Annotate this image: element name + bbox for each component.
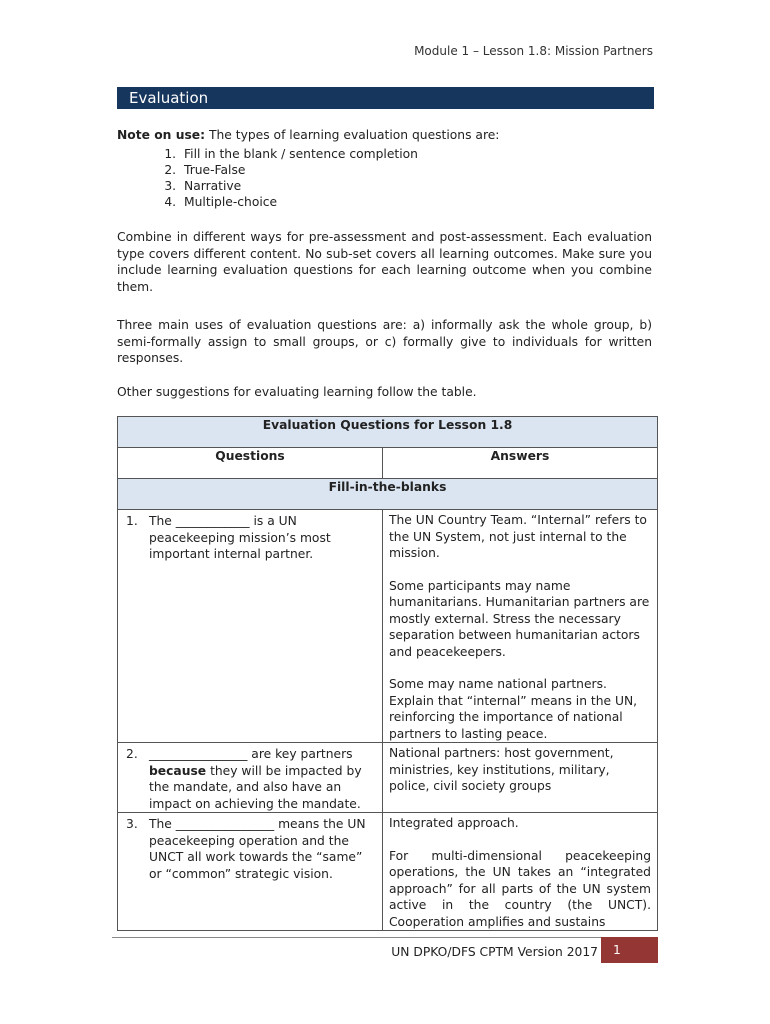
column-header-answers: Answers (382, 448, 657, 479)
question-cell (118, 510, 383, 743)
evaluation-table (117, 416, 658, 931)
question-number: 2. (126, 747, 138, 761)
question-cell (118, 813, 383, 931)
table-row (118, 510, 658, 743)
paragraph-uses: Three main uses of evaluation questions are: a) informally ask the whole group, b) semi-formally assign to small groups, or c) formally give to individuals for written responses. (117, 318, 652, 365)
list-item: 4. Multiple-choice (180, 194, 652, 210)
answer-text: The UN Country Team. “Internal” refers to the UN System, not just internal to the mission. (388, 513, 647, 560)
question-text: The ________________ means the UN peacekeeping operation and the UNCT all work towards the “same” or “common” strategic vision. (149, 817, 366, 881)
question-type-list (117, 146, 652, 210)
footer-version: UN DPKO/DFS CPTM Version 2017 (391, 945, 598, 959)
question-text: ________________ are key partners because they will be impacted by the mandate, and also have an impact on achieving the mandate. (149, 747, 362, 811)
page-number: 1 (601, 937, 658, 963)
answer-cell (382, 813, 657, 931)
note-text: The types of learning evaluation questions are: (208, 128, 500, 142)
question-number: 1. (126, 514, 138, 528)
note-label: Note on use: (117, 128, 206, 142)
paragraph-other: Other suggestions for evaluating learning follow the table. (117, 385, 477, 399)
question-text: The ____________ is a UN peacekeeping mission’s most important internal partner. (149, 514, 331, 561)
answer-text: For multi-dimensional peacekeeping operations, the UN takes an “integrated approach” for all parts of the UN system active in the country (the UNCT). Cooperation amplifies and sustains (388, 848, 651, 929)
column-header-questions: Questions (118, 448, 383, 479)
answer-cell (382, 510, 657, 743)
list-item: 2. True-False (180, 162, 652, 178)
table-section-label: Fill-in-the-blanks (118, 479, 658, 510)
answer-text: National partners: host government, ministries, key institutions, military, police, civil society groups (388, 746, 614, 793)
running-head: Module 1 – Lesson 1.8: Mission Partners (414, 44, 653, 58)
note-on-use (117, 127, 652, 210)
answer-text: Some participants may name humanitarians. Humanitarian partners are mostly external. Stress the necessary separation between humanitarian actors and peacekeepers. (388, 578, 650, 659)
question-cell (118, 743, 383, 813)
table-title: Evaluation Questions for Lesson 1.8 (118, 417, 658, 448)
table-row (118, 743, 658, 813)
question-number: 3. (126, 817, 138, 831)
list-item: 3. Narrative (180, 178, 652, 194)
footer-divider (112, 937, 658, 938)
table-row (118, 813, 658, 931)
answer-cell (382, 743, 657, 813)
section-title: Evaluation (117, 87, 654, 109)
answer-text: Some may name national partners. Explain that “internal” means in the UN, reinforcing the importance of national partners to lasting peace. (388, 677, 638, 741)
answer-text: Integrated approach. (388, 816, 519, 830)
list-item: 1. Fill in the blank / sentence completion (180, 146, 652, 162)
paragraph-combine: Combine in different ways for pre-assessment and post-assessment. Each evaluation type covers different content. No sub-set covers all learning outcomes. Make sure you include learning evaluation questions for each learning outcome when you combine them. (117, 230, 652, 294)
